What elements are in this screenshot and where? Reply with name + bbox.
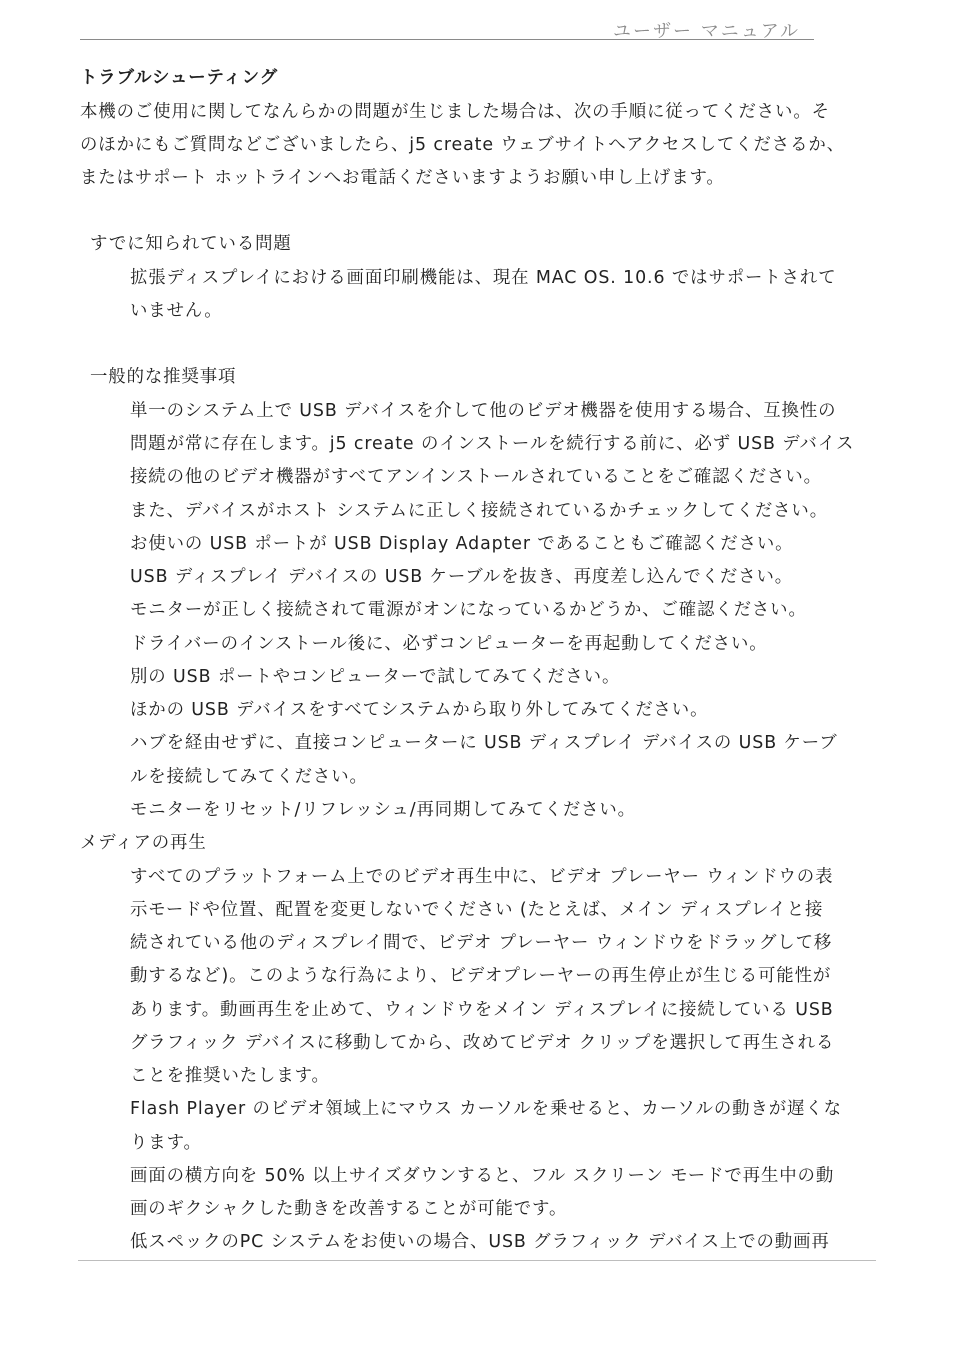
recommendations-heading: 一般的な推奨事項 bbox=[90, 367, 237, 387]
media-line: ことを推奨いたします。 bbox=[130, 1066, 330, 1086]
media-line: グラフィック デバイスに移動してから、改めてビデオ クリップを選択して再生される bbox=[130, 1033, 835, 1053]
recommendation-line: ほかの USB デバイスをすべてシステムから取り外してみてください。 bbox=[130, 700, 709, 720]
footer-divider bbox=[78, 1260, 876, 1261]
media-line: ります。 bbox=[130, 1133, 202, 1153]
recommendation-line: 単一のシステム上で USB デバイスを介して他のビデオ機器を使用する場合、互換性の bbox=[130, 401, 837, 421]
media-line: 画のギクシャクした動きを改善することが可能です。 bbox=[130, 1199, 568, 1219]
known-issues-heading: すでに知られている問題 bbox=[90, 234, 292, 254]
media-line: Flash Player のビデオ領域上にマウス カーソルを乗せると、カーソルの動きが遅くな bbox=[130, 1099, 842, 1119]
media-heading: メディアの再生 bbox=[80, 833, 207, 853]
known-issue-line: 拡張ディスプレイにおける画面印刷機能は、現在 MAC OS. 10.6 ではサポートされて bbox=[130, 268, 837, 288]
media-line: 動するなど)。このような行為により、ビデオプレーヤーの再生停止が生じる可能性が bbox=[130, 966, 832, 986]
media-line: 画面の横方向を 50% 以上サイズダウンすると、フル スクリーン モードで再生中の動 bbox=[130, 1166, 835, 1186]
troubleshooting-heading: トラブルシューティング bbox=[80, 68, 278, 88]
media-line: 示モードや位置、配置を変更しないでください (たとえば、メイン ディスプレイと接 bbox=[130, 900, 824, 920]
recommendation-line: ルを接続してみてください。 bbox=[130, 767, 368, 787]
media-line: 低スペックのPC システムをお使いの場合、USB グラフィック デバイス上での動画再 bbox=[130, 1232, 830, 1252]
media-line: すべてのプラットフォーム上でのビデオ再生中に、ビデオ プレーヤー ウィンドウの表 bbox=[130, 867, 834, 887]
recommendation-line: 別の USB ポートやコンピューターで試してみてください。 bbox=[130, 667, 621, 687]
header-title: ユーザー マニュアル bbox=[613, 21, 801, 42]
recommendation-line: ドライバーのインストール後に、必ずコンピューターを再起動してください。 bbox=[130, 634, 768, 654]
recommendation-line: また、デバイスがホスト システムに正しく接続されているかチェックしてください。 bbox=[130, 501, 828, 521]
recommendation-line: USB ディスプレイ デバイスの USB ケーブルを抜き、再度差し込んでください。 bbox=[130, 567, 794, 587]
intro-line: のほかにもご質問などございましたら、j5 create ウェブサイトへアクセスしてくださるか、 bbox=[80, 135, 845, 155]
intro-line: 本機のご使用に関してなんらかの問題が生じました場合は、次の手順に従ってください。そ bbox=[80, 102, 830, 122]
recommendation-line: 接続の他のビデオ機器がすべてアンインストールされていることをご確認ください。 bbox=[130, 467, 822, 487]
recommendation-line: お使いの USB ポートが USB Display Adapter であることもご確認ください。 bbox=[130, 534, 794, 554]
recommendation-line: モニターが正しく接続されて電源がオンになっているかどうか、ご確認ください。 bbox=[130, 600, 807, 620]
media-line: あります。動画再生を止めて、ウィンドウをメイン ディスプレイに接続している USB bbox=[130, 1000, 834, 1020]
intro-line: またはサポート ホットラインへお電話くださいますようお願い申し上げます。 bbox=[80, 168, 725, 188]
known-issue-line: いません。 bbox=[130, 301, 223, 321]
header-divider bbox=[80, 39, 814, 40]
recommendation-line: モニターをリセット/リフレッシュ/再同期してみてください。 bbox=[130, 800, 636, 820]
recommendation-line: ハブを経由せずに、直接コンピューターに USB ディスプレイ デバイスの USB ケーブ bbox=[130, 733, 838, 753]
media-line: 続されている他のディスプレイ間で、ビデオ プレーヤー ウィンドウをドラッグして移 bbox=[130, 933, 833, 953]
recommendation-line: 問題が常に存在します。j5 create のインストールを続行する前に、必ず USB デバイス bbox=[130, 434, 855, 454]
